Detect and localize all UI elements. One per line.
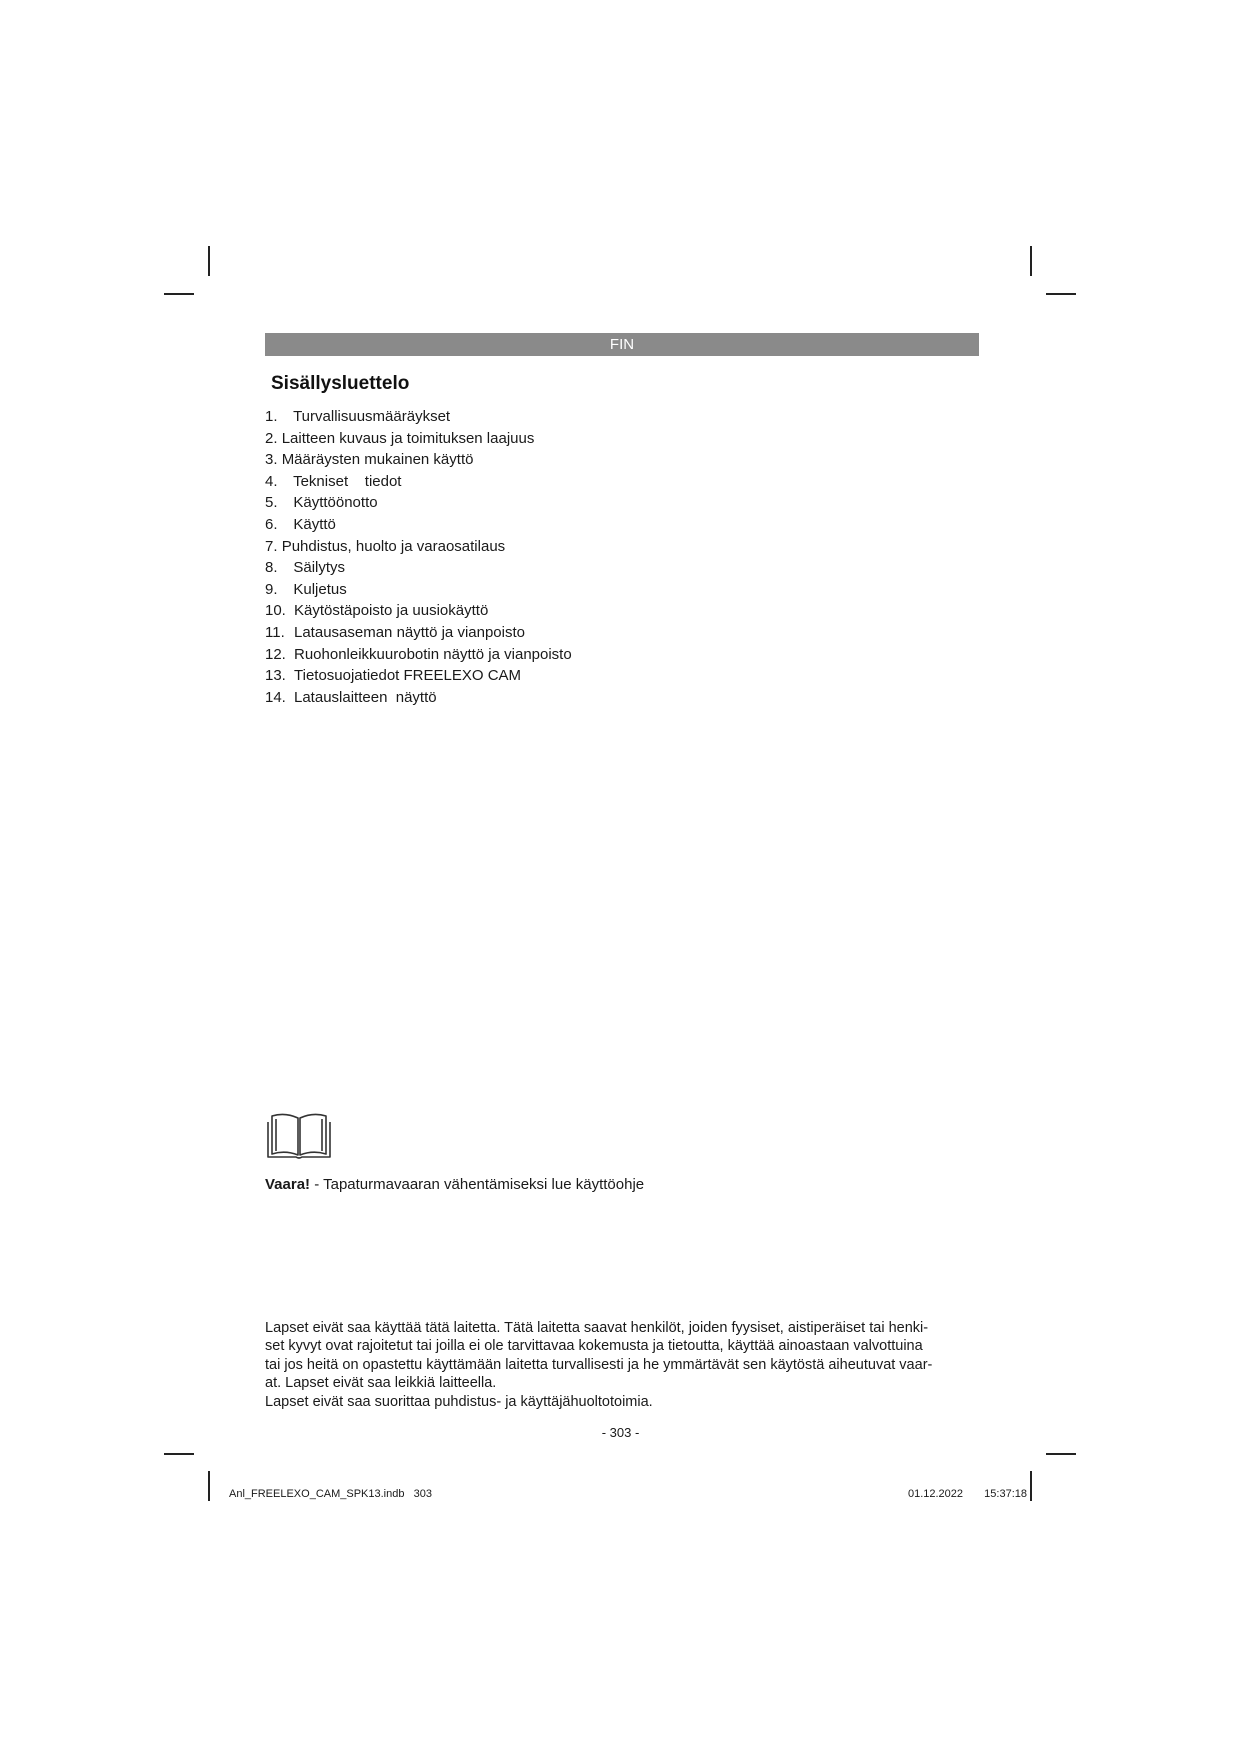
crop-mark-top-right-vertical bbox=[1030, 246, 1032, 276]
toc-item-number: 7. bbox=[265, 537, 278, 555]
toc-item-label: Säilytys bbox=[293, 559, 346, 577]
warning-text bbox=[265, 1176, 644, 1193]
toc-item-label: Tietosuojatiedot FREELEXO CAM bbox=[294, 667, 522, 685]
toc-item-number: 1. bbox=[265, 408, 278, 425]
toc-item-number: 12. bbox=[265, 645, 286, 663]
page-number: - 303 - bbox=[601, 1425, 640, 1440]
warning-label: Vaara! bbox=[265, 1176, 311, 1193]
toc-item-label: Latausaseman näyttö ja vianpoisto bbox=[294, 623, 525, 641]
toc-item-number: 10. bbox=[265, 602, 286, 620]
toc-item-number: 3. bbox=[265, 451, 278, 469]
toc-item-label: Latauslaitteen näyttö bbox=[294, 688, 437, 706]
toc-item-label: Tekniset tiedot bbox=[293, 472, 402, 490]
safety-notice bbox=[265, 1319, 979, 1411]
warning-message: - Tapaturmavaaran vähentämiseksi lue käyttöohje bbox=[310, 1176, 645, 1193]
crop-mark-top-left-vertical bbox=[208, 246, 210, 276]
toc-item-label: Käyttö bbox=[293, 515, 336, 533]
toc-item bbox=[265, 428, 572, 450]
toc-item bbox=[265, 579, 572, 601]
toc-item-label: Turvallisuusmääräykset bbox=[293, 408, 451, 425]
toc-item bbox=[265, 622, 572, 644]
toc-item bbox=[265, 536, 572, 558]
toc-item bbox=[265, 514, 572, 536]
toc-item-number: 2. bbox=[265, 429, 278, 447]
toc-item-label: Laitteen kuvaus ja toimituksen laajuus bbox=[281, 429, 535, 447]
toc-item-label: Puhdistus, huolto ja varaosatilaus bbox=[281, 537, 506, 555]
toc-item bbox=[265, 492, 572, 514]
crop-mark-bottom-right-vertical bbox=[1030, 1471, 1032, 1501]
toc-item-number: 13. bbox=[265, 667, 286, 685]
safety-notice-line: set kyvyt ovat rajoitetut tai joilla ei ole tarvittavaa kokemusta ja tietoutta, käyttää ainoastaan valvottuina bbox=[265, 1338, 923, 1355]
safety-notice-line: at. Lapset eivät saa leikkiä laitteella. bbox=[265, 1375, 497, 1392]
toc-item-label: Kuljetus bbox=[293, 580, 347, 598]
crop-mark-bottom-left-horizontal bbox=[164, 1453, 194, 1455]
language-header-bar bbox=[265, 333, 979, 356]
safety-notice-line: Lapset eivät saa käyttää tätä laitetta. Tätä laitetta saavat henkilöt, joiden fyysiset, aistiperäiset tai henki- bbox=[265, 1320, 929, 1336]
safety-notice-line: Lapset eivät saa suorittaa puhdistus- ja käyttäjähuoltotoimia. bbox=[265, 1393, 653, 1410]
crop-mark-bottom-right-horizontal bbox=[1046, 1453, 1076, 1455]
toc-item-number: 14. bbox=[265, 688, 286, 706]
toc-item bbox=[265, 665, 572, 687]
crop-mark-bottom-left-vertical bbox=[208, 1471, 210, 1501]
toc-item bbox=[265, 600, 572, 622]
language-label: FIN bbox=[609, 336, 635, 353]
toc-item bbox=[265, 687, 572, 709]
toc-item-label: Käyttöönotto bbox=[293, 494, 378, 512]
footer-file-info: Anl_FREELEXO_CAM_SPK13.indb 303 bbox=[229, 1488, 433, 1500]
toc-item-number: 11. bbox=[265, 623, 285, 641]
toc-item bbox=[265, 406, 572, 428]
toc-item-label: Käytöstäpoisto ja uusiokäyttö bbox=[294, 602, 489, 620]
toc-item bbox=[265, 449, 572, 471]
open-book-icon bbox=[266, 1110, 332, 1160]
toc-item-label: Ruohonleikkuurobotin näyttö ja vianpoisto bbox=[294, 645, 572, 663]
crop-mark-top-right-horizontal bbox=[1046, 293, 1076, 295]
toc-item bbox=[265, 644, 572, 666]
toc-item bbox=[265, 557, 572, 579]
toc-item bbox=[265, 471, 572, 493]
toc-item-number: 4. bbox=[265, 472, 278, 490]
footer-timestamp: 01.12.2022 15:37:18 bbox=[907, 1488, 1027, 1500]
crop-mark-top-left-horizontal bbox=[164, 293, 194, 295]
toc-item-number: 9. bbox=[265, 580, 278, 598]
toc-title: Sisällysluettelo bbox=[271, 373, 410, 394]
safety-notice-line: tai jos heitä on opastettu käyttämään laitetta turvallisesti ja he ymmärtävät sen käytöstä aiheutuvat vaar- bbox=[265, 1356, 933, 1373]
toc-item-label: Määräysten mukainen käyttö bbox=[281, 451, 474, 469]
toc-item-number: 8. bbox=[265, 559, 278, 577]
toc-list bbox=[265, 406, 572, 708]
toc-item-number: 5. bbox=[265, 494, 278, 512]
toc-item-number: 6. bbox=[265, 515, 278, 533]
